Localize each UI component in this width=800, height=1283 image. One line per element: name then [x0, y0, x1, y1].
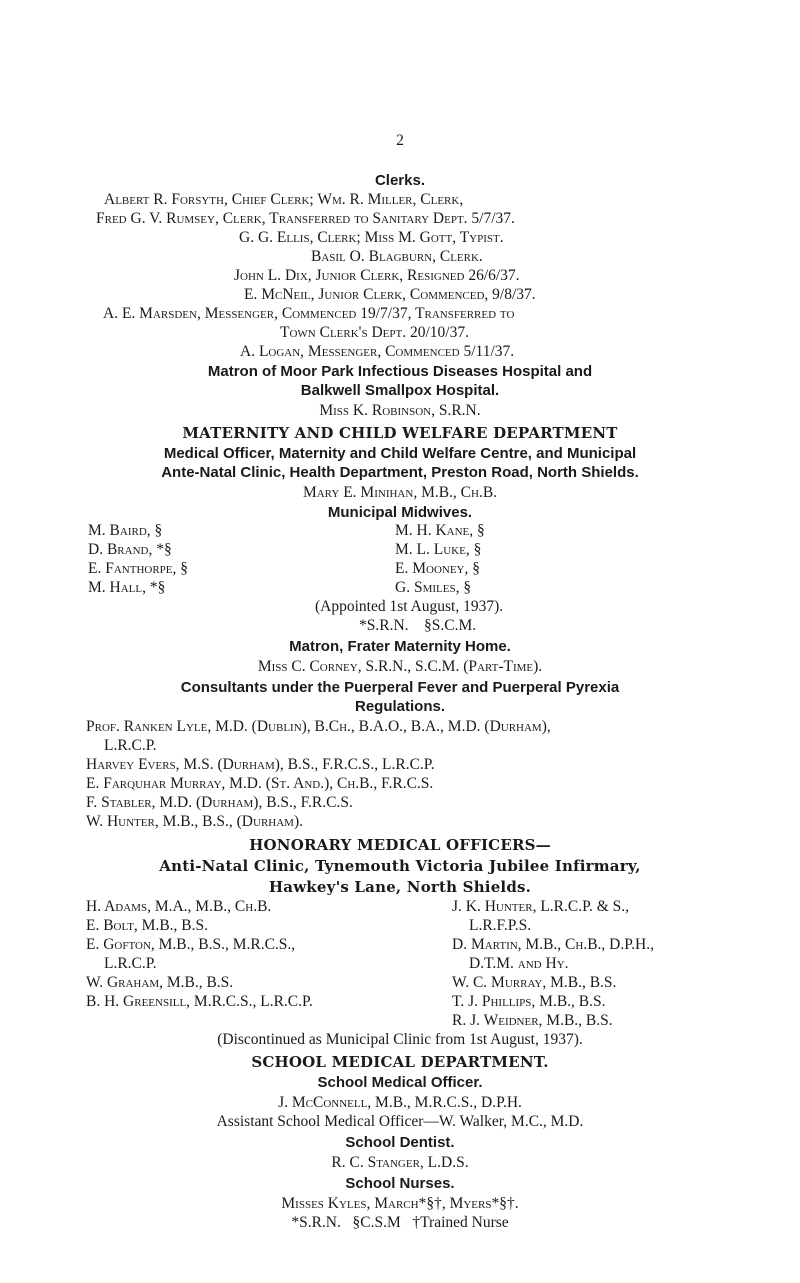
school-nurses-key: *S.R.N. §C.S.M †Trained Nurse	[291, 1214, 509, 1231]
maternity-subheading: Medical Officer, Maternity and Child Welfare Centre, and Municipal	[163, 445, 637, 462]
maternity-subheading-2: Ante-Natal Clinic, Health Department, Preston Road, North Shields.	[161, 464, 639, 481]
midwife-name: D. Brand, *§	[88, 541, 172, 558]
midwives-key: *S.R.N. §S.C.M.	[359, 617, 477, 634]
midwives-heading: Municipal Midwives.	[327, 504, 473, 521]
honorary-officer-left: B. H. Greensill, M.R.C.S., L.R.C.P.	[86, 993, 313, 1010]
school-assistant-officer: Assistant School Medical Officer—W. Walker, M.C., M.D.	[216, 1113, 584, 1130]
midwife-name: E. Fanthorpe, §	[88, 560, 189, 577]
school-heading: SCHOOL MEDICAL DEPARTMENT.	[251, 1053, 549, 1071]
school-nurses-names: Misses Kyles, March*§†, Myers*§†.	[281, 1195, 519, 1212]
matron-hospital-heading: Matron of Moor Park Infectious Diseases Hospital and	[207, 363, 593, 380]
midwife-name: M. H. Kane, §	[395, 522, 485, 539]
consultants-heading-2: Regulations.	[354, 698, 445, 715]
honorary-officer-right: D. Martin, M.B., Ch.B., D.P.H.,	[452, 936, 654, 953]
honorary-officer-right: J. K. Hunter, L.R.C.P. & S.,	[452, 898, 630, 915]
midwives-appointed-note: (Appointed 1st August, 1937).	[315, 598, 504, 615]
honorary-officer-right: W. C. Murray, M.B., B.S.	[452, 974, 617, 991]
honorary-officer-left: E. Bolt, M.B., B.S.	[86, 917, 209, 934]
clerk-line: Albert R. Forsyth, Chief Clerk; Wm. R. Miller, Clerk,	[104, 191, 464, 208]
clerk-line: Fred G. V. Rumsey, Clerk, Transferred to Sanitary Dept. 5/7/37.	[96, 210, 515, 227]
honorary-heading: HONORARY MEDICAL OFFICERS—	[249, 836, 551, 854]
honorary-officer-right: T. J. Phillips, M.B., B.S.	[452, 993, 606, 1010]
maternity-heading: MATERNITY AND CHILD WELFARE DEPARTMENT	[182, 424, 618, 442]
honorary-discontinued-note: (Discontinued as Municipal Clinic from 1st August, 1937).	[217, 1031, 583, 1048]
matron-hospital-name: Miss K. Robinson, S.R.N.	[319, 402, 481, 419]
honorary-subheading: Anti-Natal Clinic, Tynemouth Victoria Jubilee Infirmary,	[159, 857, 641, 875]
honorary-officer-left: H. Adams, M.A., M.B., Ch.B.	[86, 898, 272, 915]
frater-heading: Matron, Frater Maternity Home.	[289, 638, 511, 655]
honorary-subheading-2: Hawkey's Lane, North Shields.	[268, 878, 532, 896]
consultant-line: L.R.C.P.	[104, 737, 157, 754]
midwife-name: M. Baird, §	[88, 522, 163, 539]
consultant-line: F. Stabler, M.D. (Durham), B.S., F.R.C.S.	[86, 794, 353, 811]
matron-hospital-heading-2: Balkwell Smallpox Hospital.	[300, 382, 500, 399]
honorary-officer-right: D.T.M. and Hy.	[469, 955, 569, 972]
honorary-officer-right: L.R.F.P.S.	[469, 917, 532, 934]
consultant-line: W. Hunter, M.B., B.S., (Durham).	[86, 813, 303, 830]
clerk-line: A. E. Marsden, Messenger, Commenced 19/7/37, Transferred to	[103, 305, 515, 322]
consultants-heading: Consultants under the Puerperal Fever and Puerperal Pyrexia	[180, 679, 620, 696]
school-dentist-name: R. C. Stanger, L.D.S.	[331, 1154, 469, 1171]
midwife-name: E. Mooney, §	[395, 560, 480, 577]
midwife-name: M. L. Luke, §	[395, 541, 482, 558]
school-officer-name: J. McConnell, M.B., M.R.C.S., D.P.H.	[278, 1094, 522, 1111]
clerk-line: A. Logan, Messenger, Commenced 5/11/37.	[240, 343, 515, 360]
consultant-line: E. Farquhar Murray, M.D. (St. And.), Ch.B., F.R.C.S.	[86, 775, 434, 792]
consultant-line: Prof. Ranken Lyle, M.D. (Dublin), B.Ch., B.A.O., B.A., M.D. (Durham),	[86, 718, 551, 735]
school-officer-heading: School Medical Officer.	[317, 1074, 483, 1091]
clerk-line: John L. Dix, Junior Clerk, Resigned 26/6/37.	[234, 267, 520, 284]
honorary-officer-right: R. J. Weidner, M.B., B.S.	[452, 1012, 613, 1029]
clerk-line: G. G. Ellis, Clerk; Miss M. Gott, Typist.	[239, 229, 504, 246]
clerk-line: Town Clerk's Dept. 20/10/37.	[280, 324, 469, 341]
clerk-line: E. McNeil, Junior Clerk, Commenced, 9/8/37.	[244, 286, 536, 303]
midwife-name: G. Smiles, §	[395, 579, 472, 596]
consultant-line: Harvey Evers, M.S. (Durham), B.S., F.R.C.S., L.R.C.P.	[86, 756, 435, 773]
school-nurses-heading: School Nurses.	[345, 1175, 455, 1192]
clerks-heading: Clerks.	[374, 172, 426, 189]
honorary-officer-left: E. Gofton, M.B., B.S., M.R.C.S.,	[86, 936, 296, 953]
school-dentist-heading: School Dentist.	[345, 1134, 455, 1151]
clerk-line: Basil O. Blagburn, Clerk.	[311, 248, 483, 265]
maternity-officer: Mary E. Minihan, M.B., Ch.B.	[302, 484, 498, 501]
frater-matron-name: Miss C. Corney, S.R.N., S.C.M. (Part-Time).	[257, 658, 543, 675]
midwife-name: M. Hall, *§	[88, 579, 166, 596]
honorary-officer-left: W. Graham, M.B., B.S.	[86, 974, 234, 991]
honorary-officer-left: L.R.C.P.	[104, 955, 157, 972]
page-number: 2	[396, 132, 404, 149]
